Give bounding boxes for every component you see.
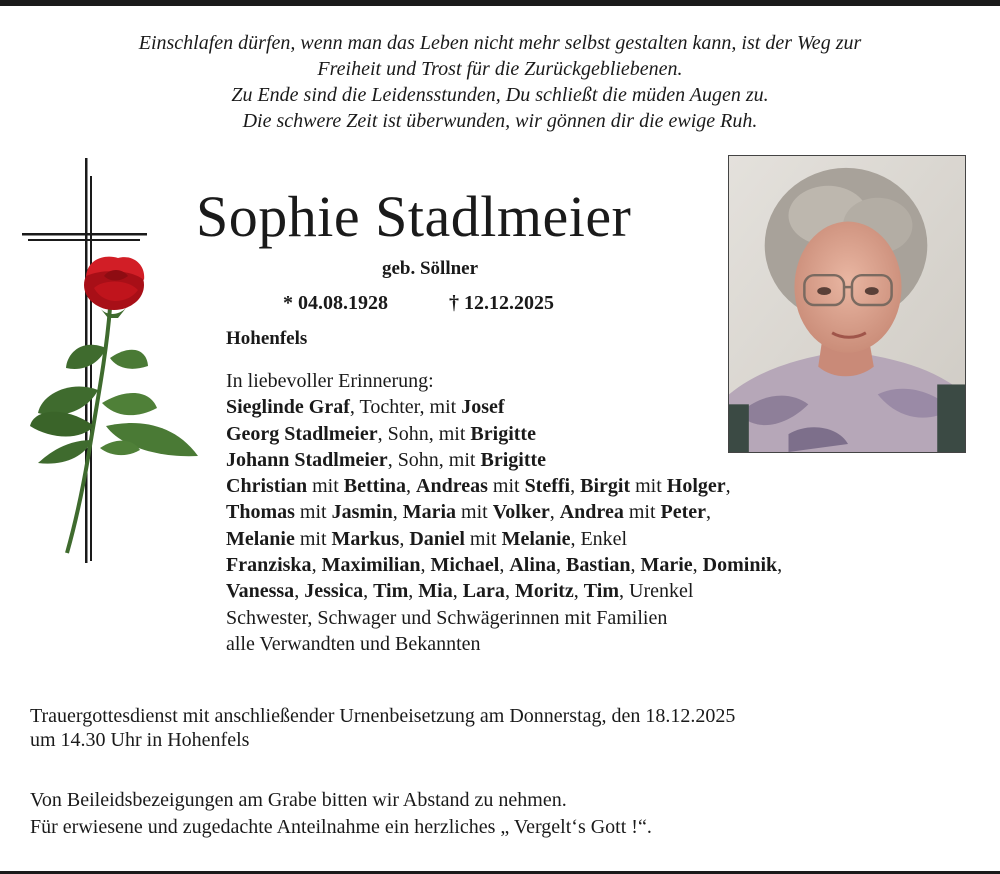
mourner-line: [226, 473, 906, 499]
mourner-name: Moritz: [514, 580, 574, 603]
mourner-name: Daniel: [409, 527, 465, 550]
mourner-line: [226, 578, 906, 604]
mourner-relation: ,: [499, 554, 510, 577]
deceased-name: Sophie Stadlmeier: [196, 184, 632, 249]
mourner-name: Andreas: [416, 475, 488, 498]
mourner-relation: ,: [420, 554, 431, 577]
mourner-relation: ,: [706, 501, 712, 524]
mourner-relation: ,: [570, 475, 581, 498]
mourner-name: Bettina: [343, 475, 407, 498]
service-info: [30, 704, 970, 752]
mourner-name: Birgit: [580, 475, 631, 498]
mourner-relation: ,: [399, 527, 410, 550]
mourner-line: [226, 499, 906, 525]
mourner-name: Peter: [660, 501, 707, 524]
portrait-photo: [728, 155, 966, 453]
mourner-name: Jessica: [304, 580, 364, 603]
mourner-name: Melanie: [501, 527, 571, 550]
mourner-name: Dominik: [702, 554, 778, 577]
mourner-name: Alina: [509, 554, 557, 577]
mourner-relation: mit: [464, 527, 502, 550]
mourner-name: Melanie: [226, 527, 295, 550]
cross-with-rose-icon: [22, 158, 202, 568]
closing-line: Für erwiesene und zugedachte Anteilnahme ein herzliches „ Vergelt‘s Gott !“.: [30, 816, 652, 838]
memorial-poem: [30, 30, 970, 134]
mourner-name: Johann Stadlmeier: [226, 448, 388, 471]
maiden-name: geb. Söllner: [381, 258, 479, 279]
poem-line: Die schwere Zeit ist überwunden, wir gönnen dir die ewige Ruh.: [242, 110, 758, 132]
mourner-name: Maximilian: [321, 554, 421, 577]
mourner-line: [226, 552, 906, 578]
poem-line: Zu Ende sind die Leidensstunden, Du schließt die müden Augen zu.: [231, 84, 769, 106]
mourner-relation: , Sohn, mit: [377, 422, 471, 445]
poem-line: Einschlafen dürfen, wenn man das Leben nicht mehr selbst gestalten kann, ist der Weg zur: [138, 32, 862, 54]
mourner-name: Thomas: [226, 501, 295, 524]
mourner-relation: ,: [406, 475, 417, 498]
mourner-name: Vanessa: [226, 580, 295, 603]
mourner-relation: mit: [307, 475, 344, 498]
death-date: † 12.12.2025: [449, 292, 554, 314]
mourner-name: Sieglinde Graf: [226, 396, 350, 419]
mourner-name: Franziska: [226, 554, 312, 577]
mourner-relation: ,: [777, 554, 783, 577]
mourner-name: Markus: [331, 527, 400, 550]
mourner-relation: mit: [294, 501, 332, 524]
mourner-relation: alle Verwandten und Bekannten: [226, 632, 481, 655]
mourner-name: Michael: [430, 554, 500, 577]
mourner-name: Maria: [402, 501, 457, 524]
mourner-relation: ,: [504, 580, 515, 603]
mourner-name: Bastian: [566, 554, 631, 577]
service-line: um 14.30 Uhr in Hohenfels: [30, 729, 250, 751]
mourners-intro: In liebevoller Erinnerung:: [226, 370, 434, 392]
mourner-relation: , Enkel: [570, 527, 628, 550]
mourner-name: Tim: [583, 580, 619, 603]
mourner-name: Christian: [226, 475, 308, 498]
mourner-relation: Schwester, Schwager und Schwägerinnen mit Familien: [226, 606, 668, 629]
closing-note: [30, 787, 970, 841]
mourner-relation: ,: [725, 475, 731, 498]
mourner-relation: ,: [549, 501, 560, 524]
mourner-name: Brigitte: [480, 448, 547, 471]
mourner-relation: ,: [363, 580, 374, 603]
mourner-relation: mit: [623, 501, 661, 524]
mourner-relation: , Urenkel: [619, 580, 694, 603]
mourner-relation: ,: [573, 580, 584, 603]
mourner-relation: , Sohn, mit: [387, 448, 481, 471]
mourner-name: Josef: [461, 396, 505, 419]
mourner-name: Holger: [666, 475, 726, 498]
mourner-name: Tim: [373, 580, 409, 603]
mourner-relation: ,: [392, 501, 403, 524]
poem-line: Freiheit und Trost für die Zurückgebliebenen.: [317, 58, 683, 80]
mourner-relation: ,: [556, 554, 567, 577]
mourner-relation: mit: [456, 501, 493, 524]
mourner-name: Volker: [492, 501, 550, 524]
mourner-name: Georg Stadlmeier: [226, 422, 378, 445]
mourner-name: Jasmin: [331, 501, 393, 524]
hometown: Hohenfels: [226, 328, 308, 349]
mourner-name: Brigitte: [470, 422, 536, 445]
mourner-relation: ,: [408, 580, 419, 603]
mourner-name: Lara: [462, 580, 505, 603]
mourner-relation: mit: [294, 527, 332, 550]
mourner-line: [226, 605, 906, 631]
mourner-name: Marie: [640, 554, 693, 577]
mourner-relation: ,: [311, 554, 322, 577]
mourner-name: Mia: [418, 580, 453, 603]
mourner-name: Steffi: [524, 475, 571, 498]
closing-line: Von Beileidsbezeigungen am Grabe bitten wir Abstand zu nehmen.: [30, 789, 567, 811]
mourner-relation: ,: [452, 580, 463, 603]
mourner-relation: mit: [630, 475, 667, 498]
mourner-relation: ,: [294, 580, 305, 603]
mourner-relation: ,: [692, 554, 703, 577]
mourner-line: [226, 631, 906, 657]
mourner-relation: , Tochter, mit: [349, 396, 462, 419]
mourner-relation: ,: [630, 554, 641, 577]
birth-date: * 04.08.1928: [283, 292, 388, 314]
service-line: Trauergottesdienst mit anschließender Urnenbeisetzung am Donnerstag, den 18.12.2025: [30, 705, 736, 727]
mourner-relation: mit: [487, 475, 525, 498]
mourner-name: Andrea: [559, 501, 624, 524]
mourner-line: [226, 526, 906, 552]
